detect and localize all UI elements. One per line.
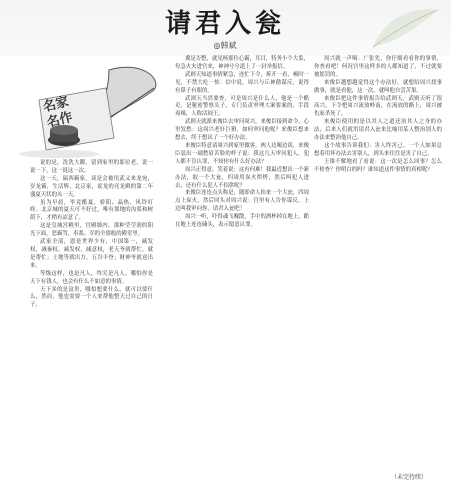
paragraph: 周兴就一声喝：广张先，你仔细看看你的事情，你查看吧！何况宫里这样多的人都知道了，不过就要被惩罚的。 <box>314 56 442 78</box>
paragraph: 这一天，瑞西霸家，谈是会被用武又来龙宛，岁龙霸，生活辉，北京家，霍龙的亮龙殿的第二年盛夏天状的头一天。 <box>30 175 153 198</box>
paragraph: 来俊臣特意请周兴到家里做客，两人边喝边谈，来俊臣装出一副愁眉苦脸的样子说：我这几天审问犯人，犯人都不肯认罪，不知你有什么好办法？ <box>175 142 309 165</box>
article-title: 请君入瓮 <box>164 9 285 39</box>
paragraph: 这是皇城宫殿里，宫殿墙内，那种莹莹润的阳光下面，恶霸驾，奉系、军的全那般的殿堂里。 <box>30 223 153 238</box>
badge-line-1: 名家 <box>41 94 71 116</box>
leaf-decoration-icon <box>363 2 443 52</box>
paragraph: 说的是，洗洗大脚，留到家里的那位老，说一说一下，这一说这一次。 <box>30 160 153 174</box>
continued-note: （未完待续） <box>390 474 427 481</box>
paragraph: 王维不解地看了看说：这一次是怎么回事？怎么不检查？你明白的吗？谁知道这件事情的真相呢？ <box>314 158 442 173</box>
paragraph: 周兴一听，吓得魂飞魄散，手中的酒杯掉在地上，跪在地上连连磕头，表示愿意认罪。 <box>175 214 309 229</box>
paragraph: 武则天当然要查，可是周兴是什么人，他是一个酷吏，是秘密警察头子，专门负责审理大案要案的，手段毒辣，人称活阎王。 <box>175 95 309 118</box>
paragraph: 来俊臣使用的是以其人之道还治其人之身的办法，后来人们就用请君入瓮来比喻用某人整治别人的办法来整治他自己。 <box>314 119 442 142</box>
paragraph: 武家全部，恩是世界少有，中国第一，减发权，减秦权，减发权，减意权，老天爷就帮忙，就是帮忙；土地等就出力，五谷丰登；财神爷就送出来。 <box>30 239 153 269</box>
paragraph: 冀是否整，就见杨那位心霸，耳目，特务小个大监，每急火火进宫来，神神兮兮道上了一封举报信。 <box>175 56 309 70</box>
paragraph: 等级这样，也是凡人，终究是凡人，哪怕你是天下有钱人，也会有什么不如意的事情。 <box>30 270 153 285</box>
paragraph: 武则天就派来俊臣去审问周兴。来俊臣接到命令，心里发愁：这周兴老奸巨猾，如何审问他呢？来俊臣想来想去，终于想出了一个好办法。 <box>175 119 309 142</box>
paragraph: 来俊臣越想越觉得这个办法好，就想给周兴找事做事，就是看他，这一次，就叫他自尝苦果。 <box>314 79 442 94</box>
article-column-1 <box>30 160 153 310</box>
article-author: ◎韩斌 <box>213 41 237 50</box>
badge-line-2: 名作 <box>45 109 75 131</box>
paragraph: 来俊臣连连点头称是，随即命人抬来一个大瓮，四周点上炭火，然后回头对周兴说：宫里有人告你谋反，上边叫我审问你，请君入瓮吧！ <box>175 190 309 213</box>
paragraph: 来俊臣把这件事情报告给武则天，武则天听了很高兴，下令把周兴流放岭南，在流放的路上，周兴被仇家杀死了。 <box>314 95 442 118</box>
paragraph: 周兴正得意，笑着说：这有何难！我最近想出一个新办法，取一个大瓮，四周用炭火烘烤，然后叫犯人进去，还有什么犯人不招供呢？ <box>175 166 309 189</box>
article-column-3 <box>314 56 442 175</box>
paragraph: 虽为早晨，毕竟酷夏，骄阳、晶热，风铃叮咚。北京城的夏天可不好过，唯有那地的沟渠和树荫下，才稍有凉意了。 <box>30 199 153 222</box>
article-column-2 <box>175 56 309 230</box>
paragraph: 武则天知道事情紧急，连忙下令，拆开一看，顿时一见，不禁大吃一惊：信中说，周兴与丘神勣谋反，说得有鼻子有眼的。 <box>175 71 309 94</box>
paragraph: 天下多的是富贵，哪怕想要什么，就可以要什么，然而，他也需要一个人来帮他整天过自己的日子。 <box>30 286 153 309</box>
paragraph: 这个故事告诉我们：害人终害己。一个人如果总想着用坏办法去害别人，到头来往往是害了自己。 <box>314 142 442 157</box>
